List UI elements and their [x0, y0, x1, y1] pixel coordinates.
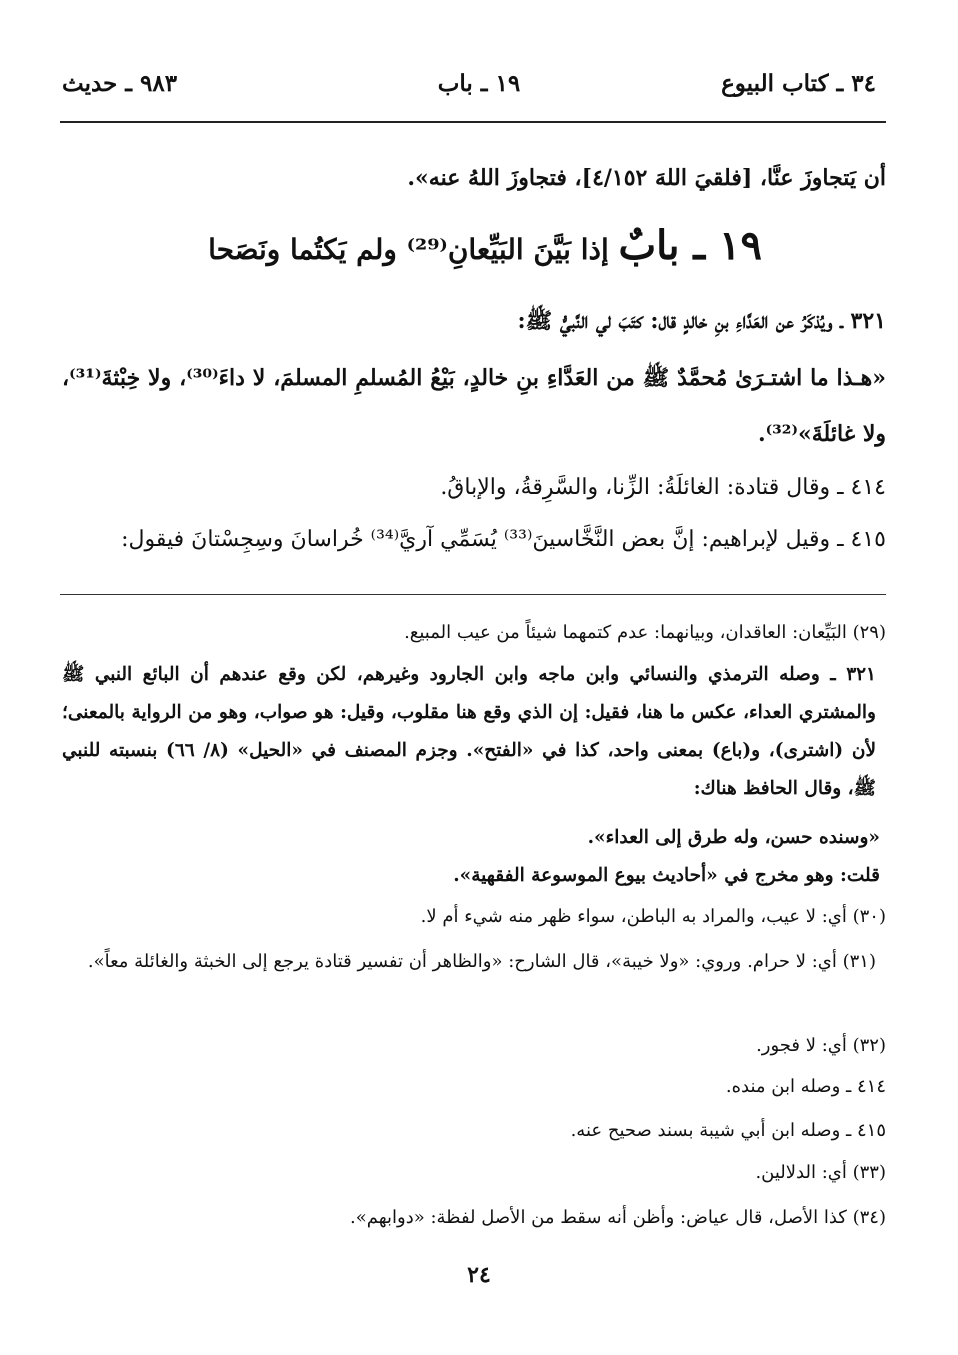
- running-header-chapter: ١٩ ـ باب: [437, 70, 521, 97]
- carry-over-line: أن يَتجاوزَ عنَّا، [فلقيَ اللهَ ٤/١٥٢]، فتجاوزَ اللهُ عنه».: [407, 165, 886, 191]
- running-header-hadith: ٩٨٣ ـ حديث: [62, 70, 178, 97]
- page-number: ٢٤: [467, 1262, 491, 1288]
- footnote-31: (٣١) أي: لا حرام. وروي: «ولا خيبة»، قال الشارح: «والظاهر أن تفسير قتادة يرجع إلى الخبثة والغائلة معاً».: [87, 951, 876, 972]
- footnote-33: (٣٣) أي: الدلالين.: [755, 1162, 886, 1183]
- takhrij-321: ٣٢١ ـ وصله الترمذي والنسائي وابن ماجه وابن الجارود وغيرهم، لكن وقع عندهم أن البائع النبي ﷺ والمشتري العداء، عكس ما هنا، فقيل: إن الذي وقع هنا مقلوب، وقيل: هو صواب، وهو من الرواية بالمعنى؛ لأن (اشترى)، و(باع) بمعنى واحد، كذا في «الفتح». وجزم المصنف في «الحيل» (٨/ ٦٦) بنسبته للنبي ﷺ، وقال الحافظ هناك:: [62, 664, 876, 799]
- footnote-32: (٣٢) أي: لا فجور.: [756, 1035, 886, 1056]
- footnote-29: (٢٩) البَيِّعان: العاقدان، وبيانهما: عدم كتمهما شيئاً من عيب المبيع.: [404, 622, 886, 643]
- hadith-321-intro: ٣٢١ ـ ويُذكَرُ عن العَدَّاءِ بنِ خالدٍ قال: كتَبَ لي النَّبيُّ ﷺ:: [517, 308, 886, 334]
- header-rule: [60, 121, 886, 123]
- hadith-321-text: «هـذا ما اشتـرَىٰ مُحمَّدٌ ﷺ من العَدَّاءِ بنِ خالدٍ، بَيْعُ المُسلمِ المسلمَ، لا داءَ⁽³⁰⁾، ولا خِبْثةَ⁽³¹⁾، ولا غائلَةَ»⁽³²⁾.: [62, 365, 886, 447]
- chapter-heading-title: إذا بَيَّنَ البَيِّعانِ⁽²⁹⁾ ولم يَكتُما ونَصَحا: [208, 233, 609, 266]
- athar-414: ٤١٤ ـ وقال قتادة: الغائلَةُ: الزِّنا، والسَّرِقةُ، والإباقُ.: [440, 475, 886, 500]
- footnote-30: (٣٠) أي: لا عيب، والمراد به الباطن، سواء ظهر منه شيء أم لا.: [420, 906, 886, 927]
- chapter-heading-number: ١٩ ـ بابٌ: [618, 222, 762, 269]
- chapter-heading: [208, 222, 762, 269]
- footnote-34: (٣٤) كذا الأصل، قال عياض: وأظن أنه سقط من الأصل لفظة: «دوابهم».: [350, 1207, 886, 1228]
- takhrij-414: ٤١٤ ـ وصله ابن منده.: [725, 1076, 886, 1097]
- takhrij-321-note: قلت: وهو مخرج في «أحاديث بيوع الموسوعة الفقهية».: [453, 865, 880, 886]
- athar-415: ٤١٥ ـ وقيل لإبراهيم: إنَّ بعض النَّخَّاسينَ⁽³³⁾ يُسَمِّي آريَّ⁽³⁴⁾ خُراسانَ وسِجِسْتانَ فيقول:: [121, 527, 886, 552]
- footnote-rule: [60, 594, 886, 595]
- takhrij-415: ٤١٥ ـ وصله ابن أبي شيبة بسند صحيح عنه.: [570, 1120, 886, 1141]
- running-header-book: ٣٤ ـ كتاب البيوع: [721, 70, 876, 97]
- takhrij-321-quote: «وسنده حسن، وله طرق إلى العداء».: [587, 827, 880, 848]
